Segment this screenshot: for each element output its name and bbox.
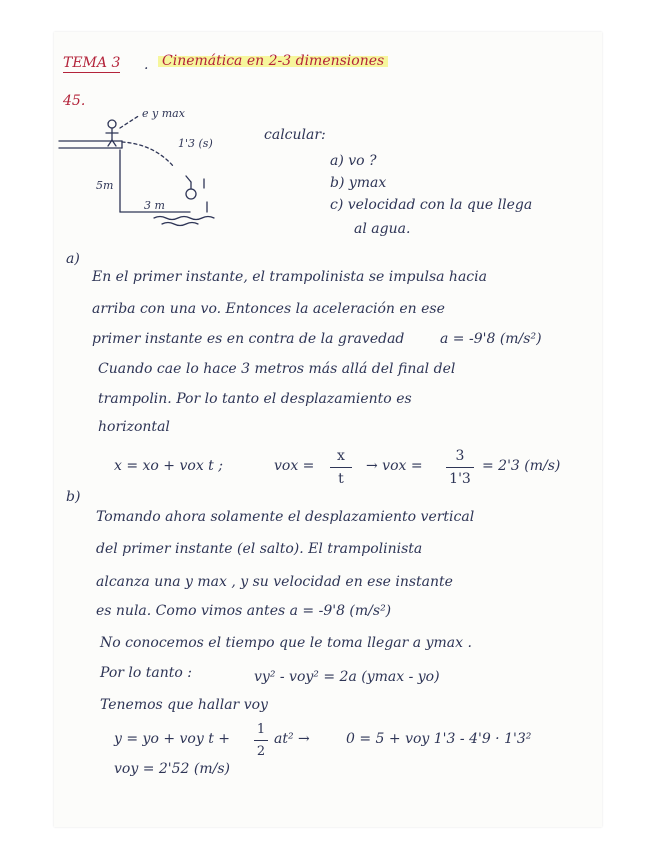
part-b-line-7: Tenemos que hallar voy bbox=[100, 697, 268, 713]
height-label: 5m bbox=[96, 179, 114, 192]
diver-arm-falling bbox=[186, 176, 191, 182]
problem-number: 45. bbox=[63, 93, 86, 109]
eq-x-position: x = xo + vox t ; bbox=[114, 458, 223, 474]
frac-num-x: x bbox=[337, 448, 345, 464]
part-b-line-5: No conocemos el tiempo que le toma llegar a ymax . bbox=[100, 635, 472, 651]
calcular-item-c: c) velocidad con la que llega bbox=[330, 197, 533, 213]
part-b-line-1: Tomando ahora solamente el desplazamiento vertical bbox=[96, 509, 475, 525]
part-a-label: a) bbox=[66, 251, 80, 267]
fraction-x-over-t bbox=[330, 448, 352, 487]
position-equation-mid: at² → bbox=[274, 731, 310, 747]
position-equation-right: 0 = 5 + voy 1'3 - 4'9 · 1'3² bbox=[346, 731, 532, 747]
part-a-line-6: horizontal bbox=[98, 419, 170, 435]
diver-head-top bbox=[108, 120, 116, 128]
vox-result: = 2'3 (m/s) bbox=[482, 458, 561, 474]
eq-vox-label: vox = bbox=[274, 458, 315, 474]
page-title: Cinemática en 2-3 dimensiones bbox=[158, 54, 388, 68]
frac-num-3: 3 bbox=[455, 448, 465, 464]
water-waves-2 bbox=[162, 223, 198, 226]
kinematic-equation: vy² - voy² = 2a (ymax - yo) bbox=[254, 669, 440, 685]
part-b-line-3: alcanza una y max , y su velocidad en ese instante bbox=[96, 574, 453, 590]
trajectory-line bbox=[122, 142, 174, 167]
part-a-line-4: Cuando cae lo hace 3 metros más allá del final del bbox=[98, 361, 456, 377]
calcular-item-a: a) vo ? bbox=[330, 153, 377, 169]
part-a-line-1: En el primer instante, el trampolinista se impulsa hacia bbox=[92, 269, 487, 285]
part-b-label: b) bbox=[66, 489, 81, 505]
fraction-3-over-13 bbox=[446, 448, 474, 487]
eq-vox-arrow: → vox = bbox=[366, 458, 423, 474]
frac-den-13: 1'3 bbox=[449, 471, 471, 487]
water-waves bbox=[154, 217, 214, 220]
calcular-item-b: b) ymax bbox=[330, 175, 387, 191]
topic-number: TEMA 3 bbox=[63, 55, 121, 71]
ymax-dash bbox=[120, 115, 140, 128]
distance-label: 3 m bbox=[144, 199, 165, 212]
calcular-item-c-cont: al agua. bbox=[354, 221, 411, 237]
part-a-line-3: primer instante es en contra de la gravedad bbox=[92, 331, 405, 347]
part-a-line-2: arriba con una vo. Entonces la aceleración en ese bbox=[92, 301, 445, 317]
trampoline-diagram bbox=[54, 32, 602, 252]
voy-result: voy = 2'52 (m/s) bbox=[114, 761, 230, 777]
notebook-page bbox=[54, 32, 602, 827]
calcular-heading: calcular: bbox=[264, 127, 326, 143]
time-label: 1'3 (s) bbox=[178, 137, 213, 150]
frac-den-2: 2 bbox=[256, 744, 266, 759]
part-b-line-2: del primer instante (el salto). El trampolinista bbox=[96, 541, 423, 557]
header-dot: . bbox=[144, 57, 149, 73]
frac-den-t: t bbox=[338, 471, 344, 487]
diver-head-falling bbox=[186, 189, 196, 199]
position-equation-left: y = yo + voy t + bbox=[114, 731, 231, 747]
part-b-line-6: Por lo tanto : bbox=[100, 665, 192, 681]
acceleration-value: a = -9'8 (m/s²) bbox=[440, 331, 542, 347]
fraction-one-half bbox=[254, 722, 268, 759]
part-b-line-4: es nula. Como vimos antes a = -9'8 (m/s²) bbox=[96, 603, 392, 619]
part-a-line-5: trampolin. Por lo tanto el desplazamiento es bbox=[98, 391, 412, 407]
ymax-label: e y max bbox=[142, 107, 185, 120]
frac-num-1: 1 bbox=[256, 722, 266, 737]
